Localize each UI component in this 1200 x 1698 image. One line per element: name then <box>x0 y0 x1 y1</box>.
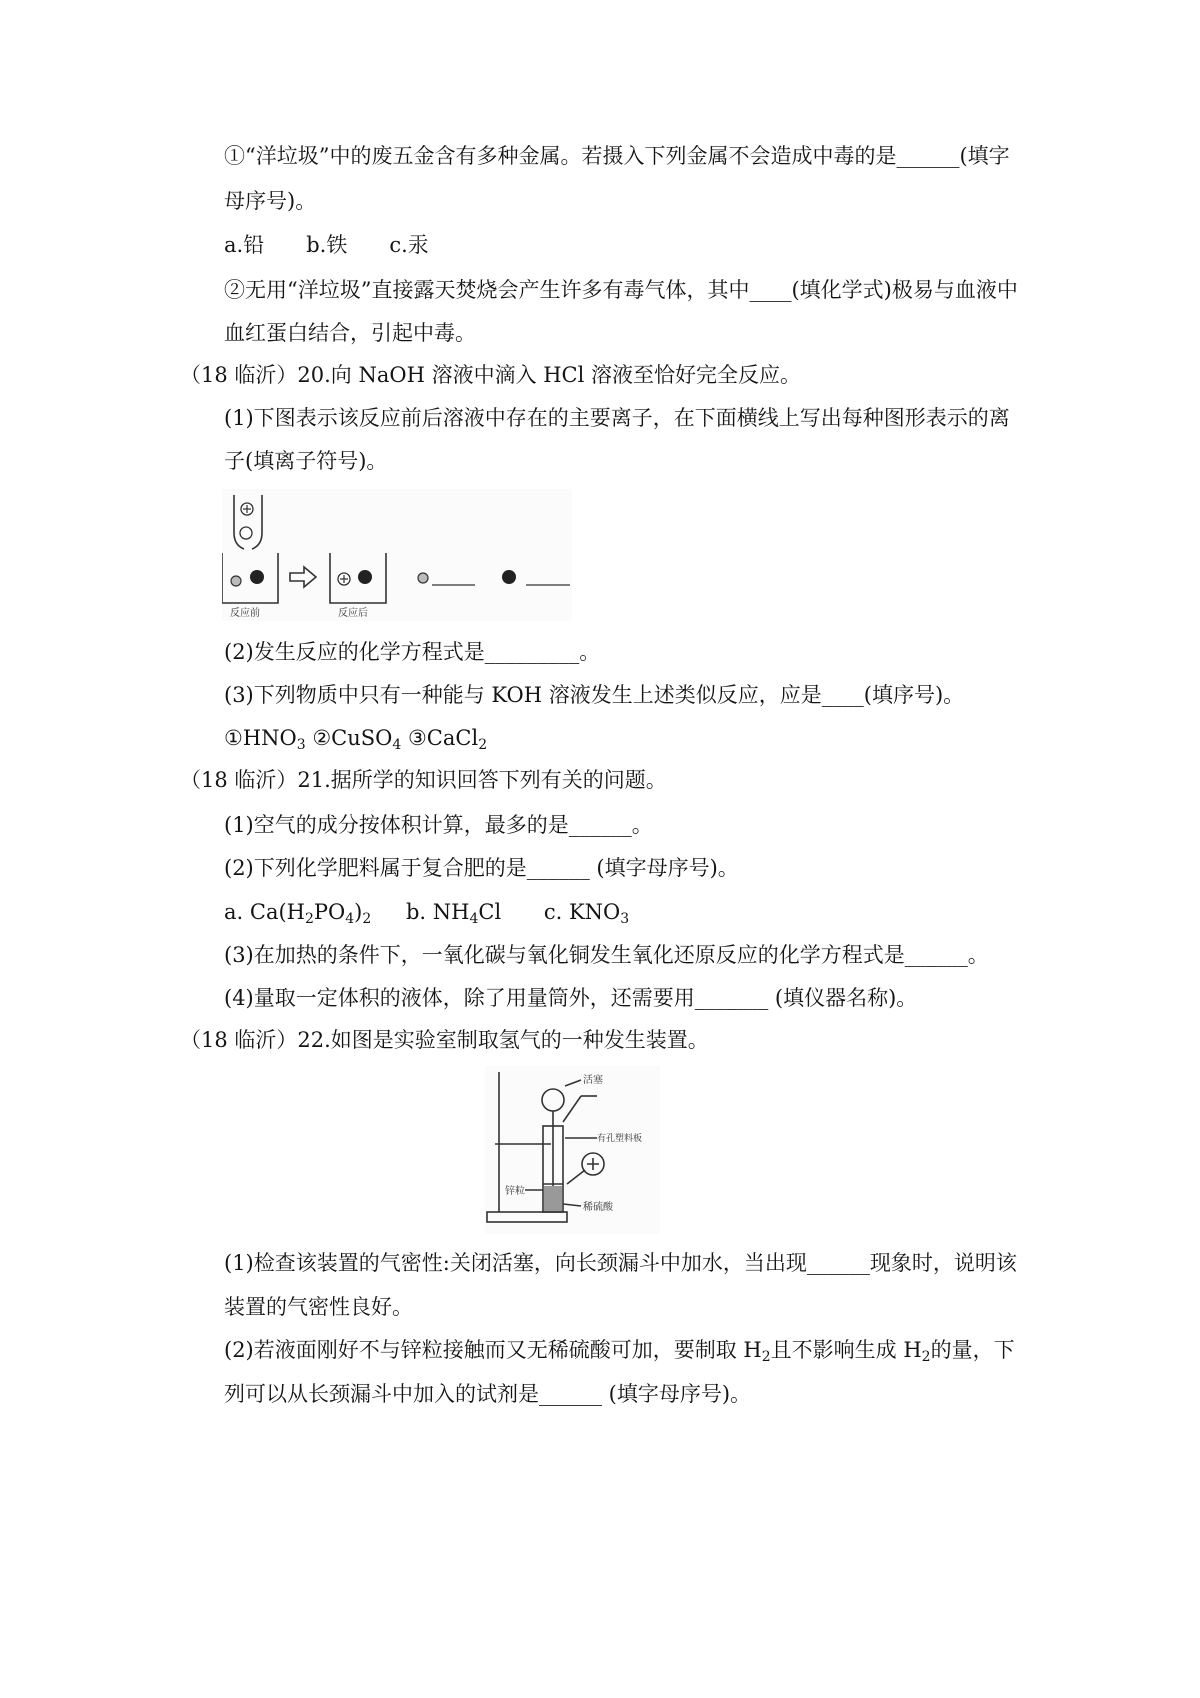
text-line: (2)下列化学肥料属于复合肥的是______ (填字母序号)。 <box>224 856 739 880</box>
cl-ion-icon <box>240 527 252 539</box>
text-line: a.铅 b.铁 c.汞 <box>224 233 429 257</box>
text-part: (2)若液面刚好不与锌粒接触而又无稀硫酸可加，要制取 H <box>224 1338 762 1362</box>
option-2: ②CuSO <box>312 726 393 750</box>
label-suliaoban: 有孔塑料板 <box>597 1134 643 1144</box>
subscript: 2 <box>304 911 314 927</box>
ion-reaction-diagram <box>222 489 572 621</box>
outlet-tube <box>563 1096 581 1122</box>
subscript: 3 <box>296 737 306 753</box>
oh-ion-icon <box>502 570 516 584</box>
acid-liquid <box>544 1186 562 1211</box>
dropper-right-wall <box>252 495 262 549</box>
text-part: 且不影响生成 H <box>770 1338 922 1362</box>
label-huosai: 活塞 <box>583 1075 603 1086</box>
beaker-before <box>222 553 278 603</box>
text-line: ①“洋垃圾”中的废五金含有多种金属。若摄入下列金属不会造成中毒的是______(填字 <box>224 144 1010 168</box>
pointer-line <box>565 1080 581 1086</box>
subscript: 4 <box>392 737 402 753</box>
text-line: (3)在加热的条件下，一氧化碳与氧化铜发生氧化还原反应的化学方程式是______。 <box>224 943 989 967</box>
na-ion-icon <box>231 576 241 586</box>
subscript: 2 <box>362 911 372 927</box>
label-before: 反应前 <box>230 608 260 619</box>
label-xiliusuan: 稀硫酸 <box>583 1202 613 1213</box>
oh-ion-icon <box>250 570 264 584</box>
pointer-line <box>567 1170 585 1184</box>
text-line: 装置的气密性良好。 <box>224 1295 413 1319</box>
text-line: 血红蛋白结合，引起中毒。 <box>224 321 476 345</box>
option-1: ①HNO <box>224 726 297 750</box>
subscript: 4 <box>345 911 355 927</box>
text-line: 子(填离子符号)。 <box>224 449 388 473</box>
text-line <box>224 1335 1015 1365</box>
funnel-bulb <box>542 1089 564 1111</box>
text-line: ②无用“洋垃圾”直接露天焚烧会产生许多有毒气体，其中____(填化学式)极易与血液中 <box>224 278 1018 302</box>
apparatus-figure <box>485 1066 660 1234</box>
text-line: (3)下列物质中只有一种能与 KOH 溶液发生上述类似反应，应是____(填序号)。 <box>224 683 965 707</box>
pointer-line <box>563 1204 581 1206</box>
question-20-heading: （18 临沂）20.向 NaOH 溶液中滴入 HCl 溶液至恰好完全反应。 <box>180 363 802 387</box>
dropper-left-wall <box>234 495 244 549</box>
options-line <box>224 897 629 927</box>
subscript: 3 <box>620 911 630 927</box>
text-line: 母序号)。 <box>224 189 317 213</box>
text-line: 列可以从长颈漏斗中加入的试剂是______ (填字母序号)。 <box>224 1382 752 1406</box>
text-line: (2)发生反应的化学方程式是_________。 <box>224 640 601 664</box>
arrow-icon <box>290 567 316 587</box>
subscript: 2 <box>921 1349 931 1365</box>
options-line <box>224 723 487 753</box>
option-3: ③CaCl <box>407 726 479 750</box>
question-21-heading: （18 临沂）21.据所学的知识回答下列有关的问题。 <box>180 768 667 792</box>
text-line: (4)量取一定体积的液体，除了用量筒外，还需要用_______ (填仪器名称)。 <box>224 986 918 1010</box>
option-b: b. NH <box>405 900 470 924</box>
text-part: 的量，下 <box>930 1338 1015 1362</box>
option-a-part: ) <box>354 900 363 924</box>
subscript: 2 <box>761 1349 771 1365</box>
label-after: 反应后 <box>338 608 368 619</box>
apparatus-diagram <box>485 1066 660 1234</box>
oh-ion-icon <box>358 570 372 584</box>
ion-reaction-figure <box>222 489 572 621</box>
stand-base <box>487 1212 567 1222</box>
question-22-heading: （18 临沂）22.如图是实验室制取氢气的一种发生装置。 <box>180 1028 709 1052</box>
option-c: c. KNO <box>543 900 621 924</box>
subscript: 2 <box>478 737 488 753</box>
subscript: 4 <box>469 911 479 927</box>
na-ion-icon <box>418 573 428 583</box>
option-b-part: Cl <box>478 900 502 924</box>
option-a: a. Ca(H <box>224 900 305 924</box>
text-line: (1)下图表示该反应前后溶液中存在的主要离子，在下面横线上写出每种图形表示的离 <box>224 406 1010 430</box>
text-line: (1)检查该装置的气密性:关闭活塞，向长颈漏斗中加水，当出现______现象时，说明该 <box>224 1251 1017 1275</box>
plus-icon <box>587 1158 599 1170</box>
text-line: (1)空气的成分按体积计算，最多的是______。 <box>224 813 653 837</box>
label-xinli: 锌粒 <box>505 1186 525 1197</box>
option-a-part: PO <box>313 900 346 924</box>
